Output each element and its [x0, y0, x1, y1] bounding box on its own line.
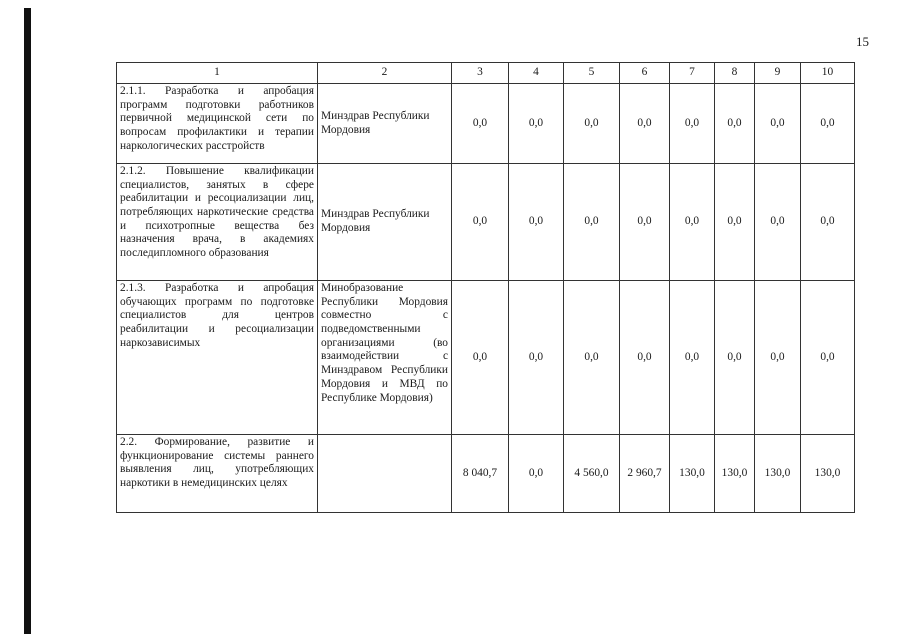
- measure-name-cell: 2.1.2. Повышение квалификации специалистов, занятых в сфере реабилитации и ресоциализации лиц, потребляющих наркотические средства и психотропные вещества без назначения врача, в академиях последипломного образования: [117, 164, 318, 281]
- value-cell: 0,0: [670, 84, 715, 164]
- column-header: 3: [452, 63, 509, 84]
- value-cell: 0,0: [620, 281, 670, 435]
- value-cell: 0,0: [670, 281, 715, 435]
- column-header: 7: [670, 63, 715, 84]
- value-cell: 130,0: [715, 435, 755, 513]
- table-row: [117, 281, 855, 435]
- executor-cell: Минздрав Республики Мордовия: [318, 84, 452, 164]
- value-cell: 0,0: [620, 164, 670, 281]
- value-cell: 0,0: [452, 84, 509, 164]
- column-header: 6: [620, 63, 670, 84]
- column-header: 9: [755, 63, 801, 84]
- executor-cell: Минздрав Республики Мордовия: [318, 164, 452, 281]
- table-row: [117, 435, 855, 513]
- value-cell: 0,0: [755, 281, 801, 435]
- value-cell: 0,0: [755, 164, 801, 281]
- table-row: [117, 84, 855, 164]
- value-cell: 0,0: [801, 164, 855, 281]
- value-cell: 4 560,0: [564, 435, 620, 513]
- value-cell: 0,0: [509, 84, 564, 164]
- value-cell: 0,0: [620, 84, 670, 164]
- value-cell: 0,0: [564, 164, 620, 281]
- scan-edge-border: [24, 8, 31, 634]
- value-cell: 0,0: [509, 281, 564, 435]
- column-header: 1: [117, 63, 318, 84]
- value-cell: 0,0: [452, 281, 509, 435]
- value-cell: 0,0: [509, 164, 564, 281]
- value-cell: 0,0: [755, 84, 801, 164]
- page-number: 15: [856, 34, 869, 49]
- value-cell: 0,0: [715, 164, 755, 281]
- value-cell: 0,0: [715, 281, 755, 435]
- program-measures-table: [116, 62, 855, 513]
- column-header: 4: [509, 63, 564, 84]
- value-cell: 0,0: [670, 164, 715, 281]
- measure-name-cell: 2.1.3. Разработка и апробация обучающих программ по подготовке специалистов для центров реабилитации и ресоциализации наркозависимых: [117, 281, 318, 435]
- value-cell: 8 040,7: [452, 435, 509, 513]
- measure-name-cell: 2.2. Формирование, развитие и функционирование системы раннего выявления лиц, употребляющих наркотики в немедицинских целях: [117, 435, 318, 513]
- executor-cell: Минобразование Республики Мордовия совместно с подведомственными организациями (во взаимодействии с Минздравом Республики Мордовия и МВД по Республике Мордовия): [318, 281, 452, 435]
- value-cell: 130,0: [801, 435, 855, 513]
- value-cell: 0,0: [715, 84, 755, 164]
- value-cell: 130,0: [670, 435, 715, 513]
- table-row: [117, 164, 855, 281]
- measure-name-cell: 2.1.1. Разработка и апробация программ подготовки работников первичной медицинской сети по вопросам профилактики и терапии наркологических расстройств: [117, 84, 318, 164]
- executor-cell: [318, 435, 452, 513]
- column-header: 10: [801, 63, 855, 84]
- column-header: 8: [715, 63, 755, 84]
- table-header-row: [117, 63, 855, 84]
- value-cell: 0,0: [452, 164, 509, 281]
- value-cell: 0,0: [801, 281, 855, 435]
- value-cell: 130,0: [755, 435, 801, 513]
- value-cell: 0,0: [564, 84, 620, 164]
- column-header: 5: [564, 63, 620, 84]
- column-header: 2: [318, 63, 452, 84]
- value-cell: 0,0: [564, 281, 620, 435]
- value-cell: 0,0: [801, 84, 855, 164]
- value-cell: 0,0: [509, 435, 564, 513]
- value-cell: 2 960,7: [620, 435, 670, 513]
